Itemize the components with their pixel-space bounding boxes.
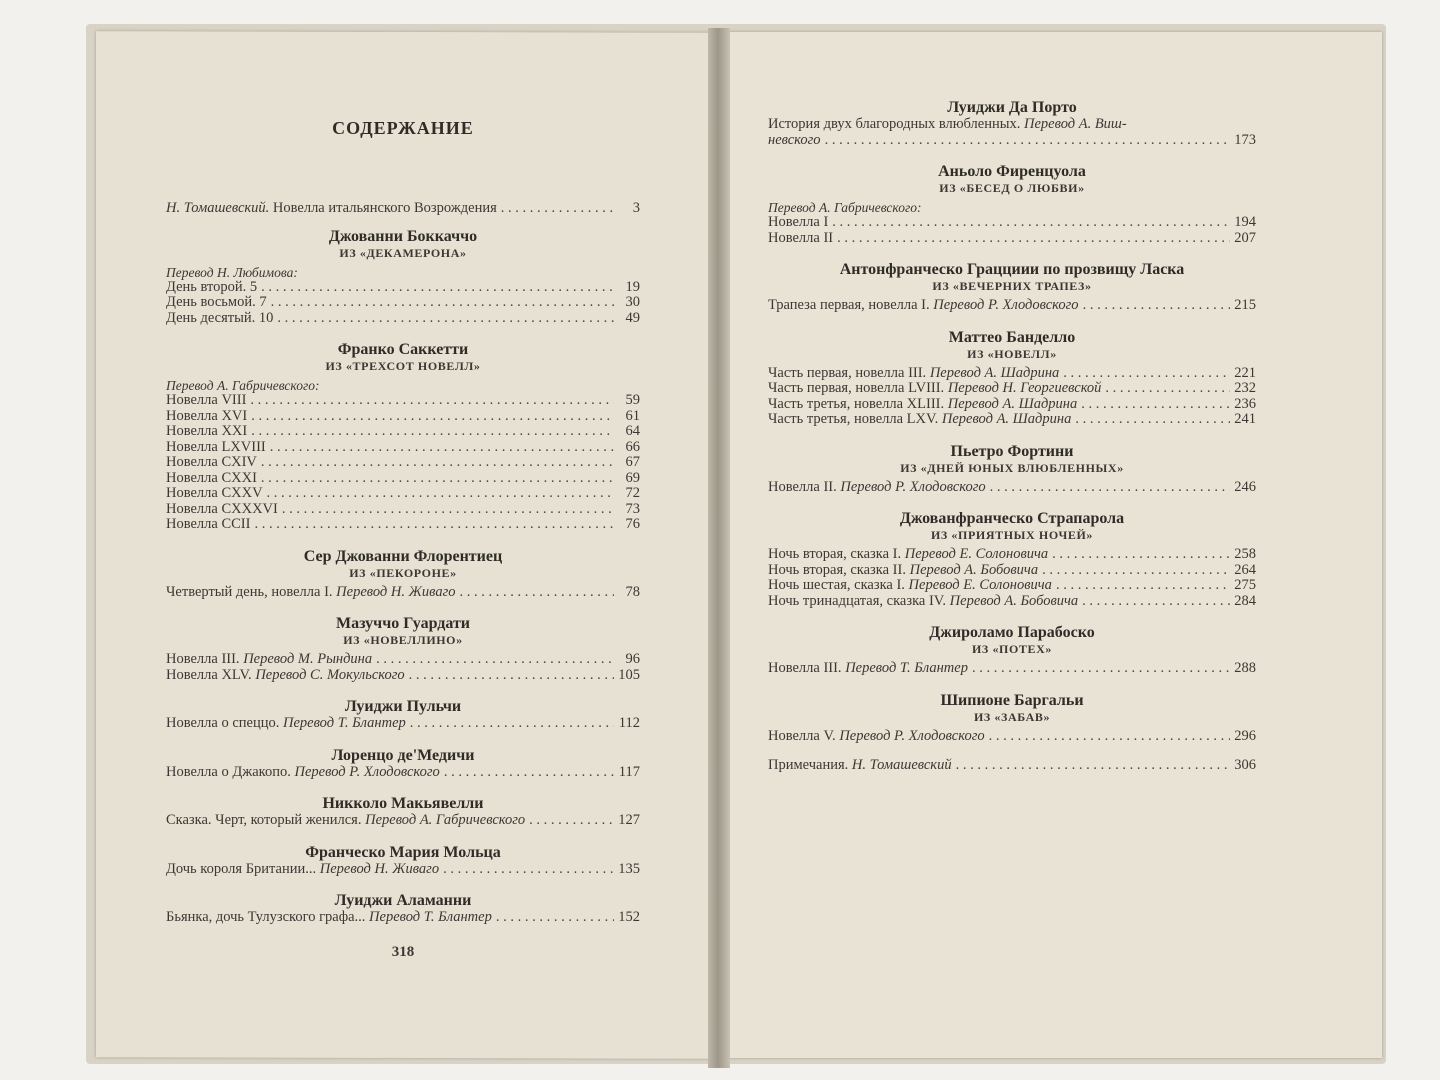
entry-author: Н. Томашевский. — [166, 200, 270, 216]
entry-title: Новелла CXIV — [166, 454, 257, 470]
section-translator: Перевод Н. Любимова: — [166, 264, 298, 280]
section-gap — [768, 148, 1256, 152]
entry-translator: Перевод Р. Хлодовского — [933, 297, 1079, 313]
section-source: ИЗ «ДЕКАМЕРОНА» — [339, 245, 467, 260]
entry-translator: Перевод Р. Хлодовского — [294, 763, 440, 780]
left-toc — [166, 118, 640, 961]
entry-page: 69 — [625, 469, 640, 486]
section-source: ИЗ «ВЕЧЕРНИХ ТРАПЕЗ» — [932, 279, 1092, 293]
entry-page: 61 — [625, 407, 640, 424]
toc-entry[interactable] — [166, 765, 640, 781]
entry-translator: Перевод А. Шадрина — [947, 395, 1078, 412]
section-author: Лоренцо де'Медичи — [331, 746, 475, 764]
leader-dots — [251, 409, 614, 425]
entry-title: Новелла CCII — [166, 516, 251, 532]
leader-dots — [409, 668, 614, 684]
leader-dots — [261, 455, 614, 471]
entry-translator: Перевод А. Виш- — [1024, 116, 1127, 132]
entry-title: Ночь тринадцатая, сказка IV. — [768, 592, 947, 609]
section-author: Франческо Мария Мольца — [305, 843, 501, 861]
section-gap — [768, 428, 1256, 432]
entry-title: Новелла I — [768, 214, 829, 230]
section-author: Шипионе Баргальи — [940, 691, 1084, 709]
entry-page: 306 — [1234, 757, 1256, 773]
toc-entry[interactable] — [768, 397, 1256, 413]
entry-page: 258 — [1234, 546, 1256, 562]
leader-dots — [261, 471, 614, 487]
entry-translator: Перевод Н. Живаго — [336, 583, 456, 600]
section-source: ИЗ «БЕСЕД О ЛЮБВИ» — [939, 181, 1085, 195]
book-gutter — [708, 28, 730, 1068]
section-author: Луиджи Аламанни — [334, 892, 472, 909]
entry-page: 194 — [1234, 214, 1256, 230]
entry-page: 173 — [1234, 131, 1256, 148]
section-gap — [166, 326, 640, 330]
entry-title: Новелла о Джакопо. — [166, 763, 291, 780]
entry-page: 221 — [1234, 364, 1256, 381]
entry-title: Новелла CXXXVI — [166, 500, 278, 517]
entry-page: 72 — [625, 485, 640, 501]
entry-translator: Перевод Р. Хлодовского — [839, 727, 985, 744]
leader-dots — [376, 652, 614, 668]
entry-title: Новелла II. — [768, 478, 837, 495]
section-gap — [166, 683, 640, 687]
section-gap — [166, 780, 640, 784]
section-source: ИЗ «НОВЕЛЛИНО» — [343, 633, 463, 647]
toc-entry-notes[interactable] — [768, 758, 1256, 774]
section-source: ИЗ «ПОТЕХ» — [971, 642, 1052, 656]
entry-page: 76 — [625, 516, 640, 532]
leader-dots — [1083, 298, 1230, 314]
section-author: Пьетро Фортини — [950, 442, 1074, 460]
leader-dots — [1075, 412, 1230, 428]
entry-page: 232 — [1234, 380, 1256, 396]
entry-title: Бьянка, дочь Тулузского графа... — [166, 909, 366, 925]
entry-title: Часть третья, новелла LXV. — [768, 411, 939, 427]
entry-title: Новелла II — [768, 229, 834, 246]
leader-dots — [410, 716, 614, 732]
toc-entry[interactable] — [166, 652, 640, 668]
entry-page: 246 — [1234, 478, 1256, 495]
section-author: Аньоло Фиренцуола — [938, 163, 1086, 180]
entry-page: 296 — [1234, 727, 1256, 744]
toc-entry[interactable] — [166, 517, 640, 533]
entry-title: Четвертый день, новелла I. — [166, 583, 333, 600]
entry-title: Новелла CXXI — [166, 469, 257, 486]
leader-dots — [496, 910, 614, 926]
entry-title: Новелла III. — [768, 660, 842, 676]
entry-translator: Перевод Р. Хлодовского — [840, 478, 986, 495]
toc-entry[interactable] — [768, 298, 1256, 314]
entry-title: Часть первая, новелла LVIII. — [768, 380, 945, 396]
toc-entry[interactable] — [768, 594, 1256, 610]
entry-page: 66 — [625, 438, 640, 455]
section-source: ИЗ «НОВЕЛЛ» — [967, 346, 1057, 361]
toc-entry[interactable] — [166, 813, 640, 829]
page-number: 318 — [391, 943, 415, 960]
entry-title: Новелла LXVIII — [166, 438, 266, 455]
section-author: Джироламо Парабоско — [929, 624, 1095, 641]
entry-page: 112 — [618, 715, 640, 731]
leader-dots — [1082, 594, 1230, 610]
section-gap — [768, 609, 1256, 613]
entry-page: 19 — [625, 278, 640, 295]
toc-entry[interactable] — [166, 668, 640, 684]
toc-entry[interactable] — [166, 393, 640, 409]
entry-title: История двух благородных влюбленных. — [768, 116, 1021, 132]
entry-title: Новелла III. — [166, 651, 240, 667]
toc-entry[interactable] — [166, 440, 640, 456]
entry-page: 73 — [625, 500, 640, 517]
entry-title: День восьмой. 7 — [166, 294, 267, 310]
leader-dots — [837, 231, 1230, 247]
toc-entry[interactable] — [768, 729, 1256, 745]
entry-page: 284 — [1234, 592, 1256, 609]
section-gap — [166, 600, 640, 604]
toc-entry[interactable] — [768, 547, 1256, 563]
toc-entry[interactable] — [768, 412, 1256, 428]
left-sections — [166, 227, 640, 930]
entry-page: 78 — [625, 583, 640, 600]
entry-page: 105 — [618, 666, 640, 683]
entry-title: Ночь вторая, сказка I. — [768, 546, 902, 562]
entry-page: 59 — [625, 392, 640, 408]
leader-dots — [251, 424, 614, 440]
section-gap — [768, 495, 1256, 499]
entry-translator: Перевод Е. Солоновича — [904, 546, 1049, 562]
entry-translator: Перевод А. Бобовича — [909, 561, 1039, 578]
entry-title: Ночь шестая, сказка I. — [768, 577, 905, 593]
right-sections — [768, 98, 1256, 748]
section-translator: Перевод А. Габричевского: — [166, 378, 320, 393]
toc-entry[interactable] — [166, 862, 640, 878]
leader-dots — [1042, 563, 1230, 579]
leader-dots — [277, 311, 614, 327]
entry-translator: Перевод Е. Солоновича — [908, 577, 1052, 593]
section-gap — [768, 677, 1256, 681]
entry-page: 49 — [625, 309, 640, 326]
leader-dots — [1056, 578, 1230, 594]
leader-dots — [254, 517, 614, 533]
entry-page: 127 — [618, 812, 640, 828]
section-gap — [166, 732, 640, 736]
section-gap — [768, 246, 1256, 250]
entry-page: 275 — [1234, 577, 1256, 593]
leader-dots — [972, 661, 1230, 677]
leader-dots — [956, 758, 1230, 774]
toc-entry[interactable] — [768, 381, 1256, 397]
entry-title: Новелла XXI — [166, 423, 248, 439]
entry-page: 215 — [1234, 297, 1256, 313]
entry-translator: Перевод Н. Георгиевской — [947, 380, 1102, 396]
toc-entry[interactable] — [166, 585, 640, 601]
leader-dots — [1052, 547, 1230, 563]
leader-dots — [261, 280, 614, 296]
entry-title: Новелла XLV. — [166, 666, 252, 683]
section-translator: Перевод А. Габричевского: — [768, 200, 922, 215]
section-author: Сер Джованни Флорентиец — [303, 547, 503, 565]
toc-entry[interactable] — [166, 502, 640, 518]
right-toc — [768, 88, 1256, 774]
entry-page: 30 — [625, 294, 640, 310]
section-gap — [166, 926, 640, 930]
section-source: ИЗ «ДНЕЙ ЮНЫХ ВЛЮБЛЕННЫХ» — [900, 460, 1124, 475]
entry-translator: Перевод С. Мокульского — [255, 666, 405, 683]
toc-heading: СОДЕРЖАНИЕ — [332, 118, 474, 138]
entry-page: 64 — [625, 423, 640, 439]
leader-dots — [443, 862, 614, 878]
entry-title: День десятый. 10 — [166, 309, 274, 326]
leader-dots — [825, 133, 1230, 149]
entry-translator: Н. Томашевский — [851, 757, 952, 773]
leader-dots — [1081, 397, 1230, 413]
toc-entry[interactable] — [166, 424, 640, 440]
section-author: Луиджи Пульчи — [344, 698, 462, 715]
section-author: Франко Саккетти — [337, 341, 469, 358]
toc-entry[interactable] — [768, 215, 1256, 231]
entry-page: 288 — [1234, 660, 1256, 676]
entry-page: 135 — [618, 860, 640, 877]
section-source: ИЗ «ПЕКОРОНЕ» — [349, 565, 457, 580]
entry-translator: Перевод М. Рындина — [243, 651, 373, 667]
entry-translator: невского — [768, 131, 821, 148]
section-author: Маттео Банделло — [948, 328, 1076, 346]
entry-title: Сказка. Черт, который женился. — [166, 812, 362, 828]
entry-translator: Перевод Т. Блантер — [282, 715, 406, 731]
entry-title: Ночь вторая, сказка II. — [768, 561, 906, 578]
entry-title: Дочь короля Британии... — [166, 860, 317, 877]
leader-dots — [990, 480, 1230, 496]
section-gap — [166, 533, 640, 537]
toc-entry[interactable] — [768, 578, 1256, 594]
toc-entry[interactable] — [166, 280, 640, 296]
entry-title: Примечания. — [768, 757, 849, 773]
leader-dots — [271, 295, 614, 311]
section-gap — [166, 877, 640, 881]
entry-title: Новелла XVI — [166, 407, 248, 424]
toc-entry[interactable] — [166, 910, 640, 926]
section-author: Антонфранческо Грацциии по прозвищу Ласка — [839, 261, 1185, 278]
toc-entry[interactable] — [768, 480, 1256, 496]
entry-page: 207 — [1234, 229, 1256, 246]
leader-dots — [1105, 381, 1230, 397]
toc-entry[interactable] — [166, 311, 640, 327]
leader-dots — [282, 502, 614, 518]
toc-entry[interactable] — [166, 455, 640, 471]
entry-translator: Перевод А. Бобовича — [949, 592, 1079, 609]
entry-page: 236 — [1234, 395, 1256, 412]
entry-title: День второй. 5 — [166, 278, 258, 295]
leader-dots — [529, 813, 614, 829]
section-author: Мазуччо Гуардати — [335, 615, 471, 632]
entry-translator: Перевод А. Габричевского — [365, 812, 526, 828]
section-author: Джованни Боккаччо — [328, 227, 478, 245]
toc-entry[interactable] — [166, 409, 640, 425]
section-source: ИЗ «ПРИЯТНЫХ НОЧЕЙ» — [930, 528, 1094, 542]
leader-dots — [250, 393, 614, 409]
entry-translator: Перевод Т. Блантер — [845, 660, 968, 676]
toc-entry[interactable] — [768, 563, 1256, 579]
leader-dots — [501, 201, 614, 217]
toc-entry[interactable] — [166, 295, 640, 311]
entry-title: Новелла VIII — [166, 392, 247, 408]
entry-page: 241 — [1234, 411, 1256, 427]
entry-page: 67 — [625, 454, 640, 470]
entry-page: 117 — [618, 763, 640, 780]
entry-title: Часть первая, новелла III. — [768, 364, 927, 381]
entry-translator: Перевод Т. Блантер — [369, 909, 492, 925]
leader-dots — [1063, 366, 1230, 382]
entry-page: 3 — [632, 200, 640, 216]
section-source: ИЗ «ЗАБАВ» — [973, 709, 1051, 724]
toc-entry-intro[interactable] — [166, 201, 640, 217]
leader-dots — [270, 440, 614, 456]
entry-translator: Перевод А. Шадрина — [941, 411, 1072, 427]
entry-page: 96 — [625, 651, 640, 667]
section-author: Джованфранческо Страпарола — [899, 510, 1125, 527]
leader-dots — [444, 765, 614, 781]
entry-title: Новелла CXXV — [166, 485, 263, 501]
toc-entry[interactable] — [166, 471, 640, 487]
leader-dots — [989, 729, 1230, 745]
entry-title: Новелла V. — [768, 727, 836, 744]
leader-dots — [267, 486, 614, 502]
entry-title: Часть третья, новелла XLIII. — [768, 395, 945, 412]
toc-entry[interactable] — [768, 117, 1256, 148]
entry-translator: Перевод А. Шадрина — [929, 364, 1060, 381]
section-author: Луиджи Да Порто — [947, 99, 1077, 116]
entry-title: Трапеза первая, новелла I. — [768, 297, 930, 313]
toc-entry[interactable] — [166, 486, 640, 502]
section-source: ИЗ «ТРЕХСОТ НОВЕЛЛ» — [325, 359, 481, 373]
toc-entry[interactable] — [768, 231, 1256, 247]
entry-title: Новелла о спеццо. — [166, 715, 280, 731]
section-gap — [768, 314, 1256, 318]
toc-entry[interactable] — [166, 716, 640, 732]
leader-dots — [460, 585, 615, 601]
entry-page: 264 — [1234, 561, 1256, 578]
leader-dots — [832, 215, 1230, 231]
entry-title: Новелла итальянского Возрождения — [272, 200, 497, 216]
section-gap — [166, 829, 640, 833]
entry-page: 152 — [618, 909, 640, 925]
toc-entry[interactable] — [768, 366, 1256, 382]
toc-entry[interactable] — [768, 661, 1256, 677]
section-author: Никколо Макьявелли — [322, 795, 484, 812]
entry-translator: Перевод Н. Живаго — [319, 860, 440, 877]
